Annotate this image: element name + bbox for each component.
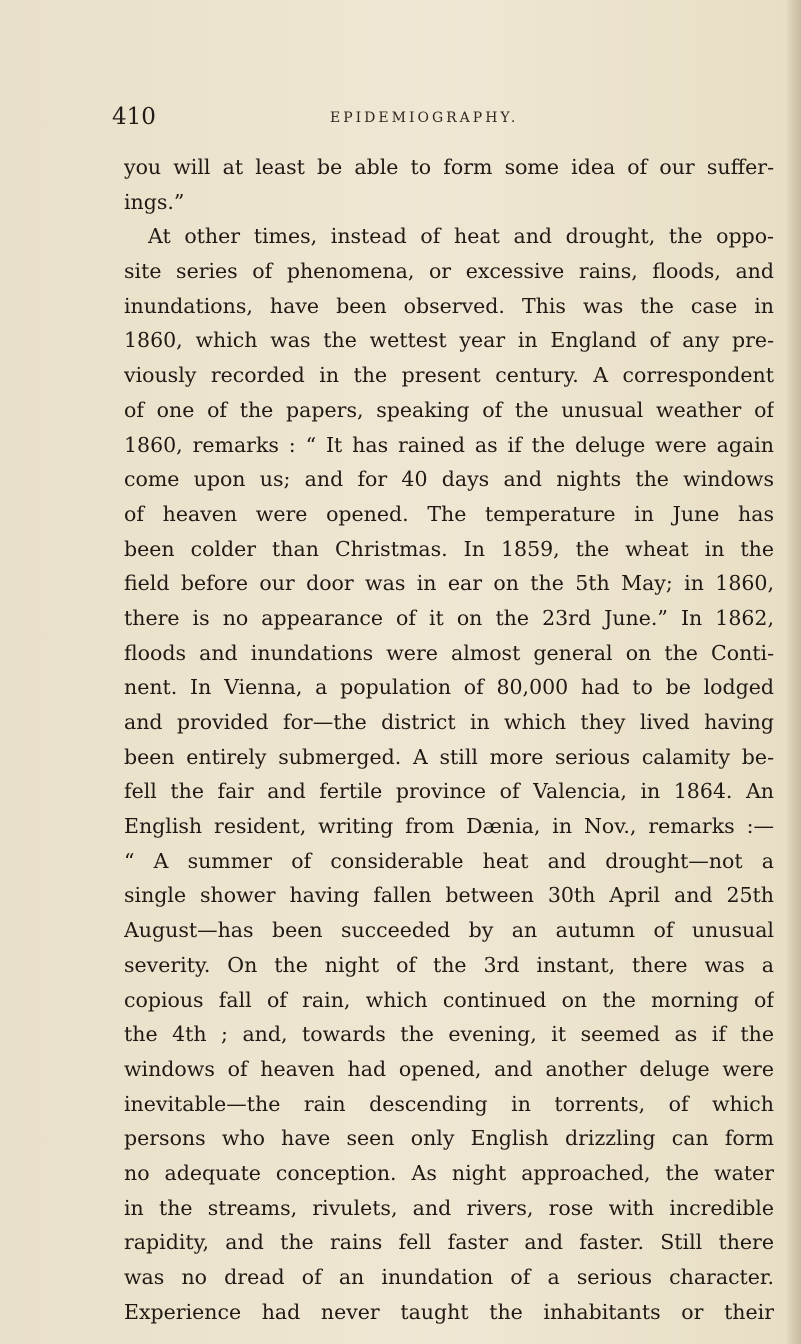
page-number: 410 — [112, 104, 156, 130]
text-line: Experience had never taught the inhabitants or their — [124, 1299, 774, 1324]
text-line: no adequate conception. As night approached, the water — [124, 1160, 774, 1185]
text-line: been entirely submerged. A still more serious calamity be- — [124, 744, 774, 769]
text-line: fell the fair and fertile province of Valencia, in 1864. An — [124, 779, 774, 804]
text-line: 1860, remarks : “ It has rained as if the deluge were again — [124, 432, 774, 457]
text-line: you will at least be able to form some idea of our suffer- — [124, 155, 774, 179]
text-line: field before our door was in ear on the 5th May; in 1860, — [124, 571, 774, 596]
text-line: there is no appearance of it on the 23rd June.” In 1862, — [124, 605, 774, 630]
text-line: windows of heaven had opened, and another deluge were — [124, 1056, 774, 1081]
text-line: nent. In Vienna, a population of 80,000 had to be lodged — [124, 675, 774, 700]
text-line: single shower having fallen between 30th April and 25th — [124, 883, 774, 908]
text-line: copious fall of rain, which continued on the morning of — [124, 987, 774, 1012]
text-line: At other times, instead of heat and drought, the oppo- — [148, 224, 774, 249]
text-line: ings.” — [124, 189, 185, 214]
text-line: English resident, writing from Dænia, in Nov., remarks :— — [124, 814, 774, 839]
text-line: viously recorded in the present century. A correspondent — [124, 363, 774, 388]
text-line: inundations, have been observed. This was the case in — [124, 293, 774, 318]
text-line: been colder than Christmas. In 1859, the wheat in the — [124, 536, 774, 561]
text-line: persons who have seen only English drizzling can form — [124, 1126, 774, 1151]
text-line: was no dread of an inundation of a serious character. — [124, 1265, 774, 1289]
text-line: of one of the papers, speaking of the unusual weather of — [124, 397, 774, 422]
text-line: floods and inundations were almost general on the Conti- — [124, 640, 774, 665]
page-header — [112, 104, 752, 132]
text-line: site series of phenomena, or excessive rains, floods, and — [124, 259, 774, 284]
body-text — [124, 150, 774, 1329]
text-line: August—has been succeeded by an autumn of unusual — [124, 918, 774, 943]
text-line: severity. On the night of the 3rd instant, there was a — [124, 952, 774, 977]
text-line: and provided for—the district in which they lived having — [124, 710, 774, 734]
text-line: of heaven were opened. The temperature in June has — [124, 501, 774, 526]
text-line: “ A summer of considerable heat and drought—not a — [124, 848, 774, 873]
text-line: come upon us; and for 40 days and nights the windows — [124, 467, 774, 492]
text-line: the 4th ; and, towards the evening, it seemed as if the — [124, 1022, 774, 1047]
text-line: 1860, which was the wettest year in England of any pre- — [124, 328, 774, 353]
text-line: in the streams, rivulets, and rivers, rose with incredible — [124, 1195, 774, 1220]
running-head: EPIDEMIOGRAPHY. — [330, 110, 519, 126]
page-edge-shadow — [785, 0, 801, 1344]
text-line: rapidity, and the rains fell faster and faster. Still there — [124, 1230, 774, 1255]
text-line: inevitable—the rain descending in torrents, of which — [124, 1091, 774, 1116]
